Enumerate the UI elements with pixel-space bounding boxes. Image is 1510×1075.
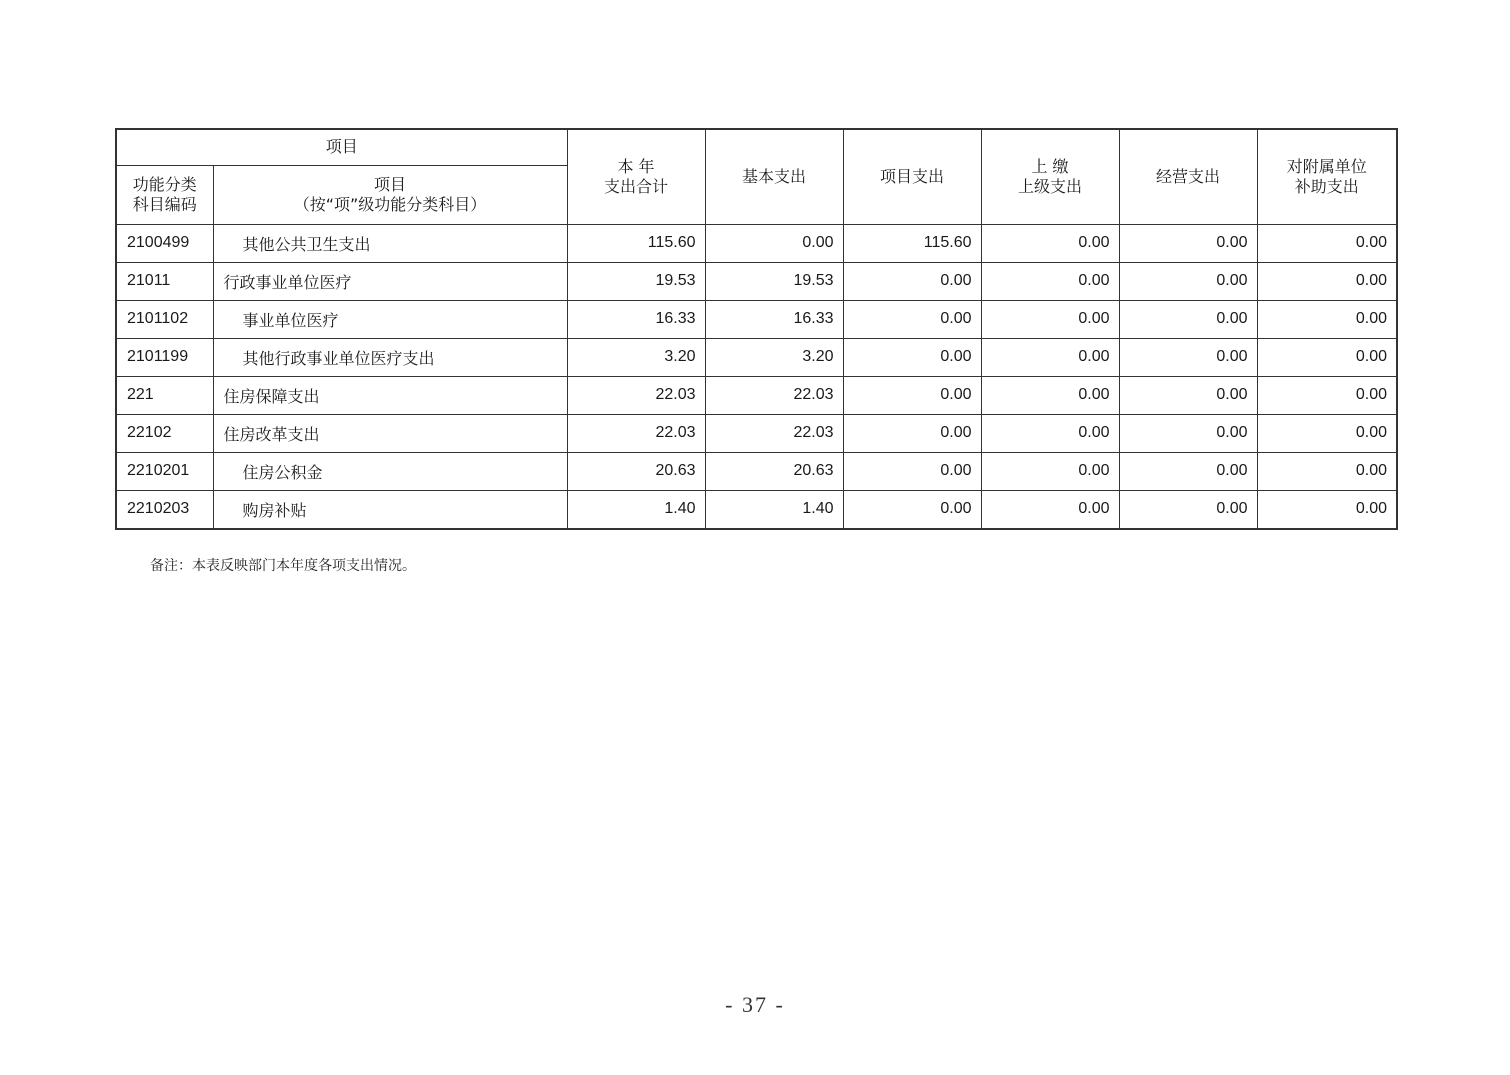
table-row	[116, 224, 1397, 262]
cell-item-name: 购房补贴	[213, 490, 567, 529]
cell-project: 0.00	[843, 414, 981, 452]
cell-code: 2210203	[116, 490, 213, 529]
header-item-line1: 项目	[374, 174, 407, 194]
cell-operating: 0.00	[1119, 300, 1257, 338]
cell-subsidiary: 0.00	[1257, 300, 1397, 338]
cell-basic: 20.63	[705, 452, 843, 490]
cell-upper: 0.00	[981, 376, 1119, 414]
table-row	[116, 376, 1397, 414]
cell-item-name: 住房改革支出	[213, 414, 567, 452]
header-total	[567, 129, 705, 224]
header-upper-line2: 上级支出	[1018, 176, 1083, 196]
cell-project: 0.00	[843, 452, 981, 490]
cell-item-name: 其他行政事业单位医疗支出	[213, 338, 567, 376]
header-item-line2: （按“项”级功能分类科目）	[293, 194, 487, 214]
cell-basic: 22.03	[705, 376, 843, 414]
table-header	[116, 129, 1397, 224]
cell-operating: 0.00	[1119, 452, 1257, 490]
cell-code: 2100499	[116, 224, 213, 262]
cell-basic: 16.33	[705, 300, 843, 338]
cell-code: 2101199	[116, 338, 213, 376]
cell-project: 0.00	[843, 300, 981, 338]
cell-total: 20.63	[567, 452, 705, 490]
cell-subsidiary: 0.00	[1257, 376, 1397, 414]
expenditure-table	[115, 128, 1398, 530]
cell-code: 221	[116, 376, 213, 414]
cell-code: 22102	[116, 414, 213, 452]
header-item	[213, 165, 567, 224]
table-note: 备注：本表反映部门本年度各项支出情况。	[150, 558, 416, 574]
cell-upper: 0.00	[981, 224, 1119, 262]
table-body	[116, 224, 1397, 529]
cell-code: 21011	[116, 262, 213, 300]
cell-operating: 0.00	[1119, 338, 1257, 376]
cell-item-name: 事业单位医疗	[213, 300, 567, 338]
cell-upper: 0.00	[981, 262, 1119, 300]
cell-item-name: 其他公共卫生支出	[213, 224, 567, 262]
cell-subsidiary: 0.00	[1257, 338, 1397, 376]
cell-project: 0.00	[843, 490, 981, 529]
cell-basic: 0.00	[705, 224, 843, 262]
table-row	[116, 338, 1397, 376]
cell-basic: 22.03	[705, 414, 843, 452]
table-row	[116, 262, 1397, 300]
table-row	[116, 414, 1397, 452]
cell-upper: 0.00	[981, 300, 1119, 338]
cell-upper: 0.00	[981, 338, 1119, 376]
cell-code: 2101102	[116, 300, 213, 338]
cell-subsidiary: 0.00	[1257, 414, 1397, 452]
cell-basic: 19.53	[705, 262, 843, 300]
cell-upper: 0.00	[981, 490, 1119, 529]
cell-total: 3.20	[567, 338, 705, 376]
cell-total: 22.03	[567, 414, 705, 452]
header-basic: 基本支出	[705, 129, 843, 224]
header-total-line2: 支出合计	[604, 176, 669, 196]
cell-operating: 0.00	[1119, 490, 1257, 529]
page-number: - 37 -	[725, 992, 785, 1017]
cell-project: 0.00	[843, 338, 981, 376]
cell-total: 115.60	[567, 224, 705, 262]
header-subsidiary-line1: 对附属单位	[1286, 156, 1367, 176]
table-row	[116, 300, 1397, 338]
table-row	[116, 452, 1397, 490]
cell-item-name: 住房公积金	[213, 452, 567, 490]
cell-subsidiary: 0.00	[1257, 262, 1397, 300]
header-operating: 经营支出	[1119, 129, 1257, 224]
cell-code: 2210201	[116, 452, 213, 490]
cell-subsidiary: 0.00	[1257, 452, 1397, 490]
cell-total: 19.53	[567, 262, 705, 300]
cell-upper: 0.00	[981, 452, 1119, 490]
cell-total: 1.40	[567, 490, 705, 529]
cell-upper: 0.00	[981, 414, 1119, 452]
cell-basic: 3.20	[705, 338, 843, 376]
cell-operating: 0.00	[1119, 414, 1257, 452]
cell-total: 16.33	[567, 300, 705, 338]
table-row	[116, 490, 1397, 529]
header-project-group: 项目	[116, 129, 567, 165]
cell-operating: 0.00	[1119, 262, 1257, 300]
header-func-code-line2: 科目编码	[132, 194, 197, 214]
header-upper-line1: 上 缴	[1031, 156, 1069, 176]
header-subsidiary	[1257, 129, 1397, 224]
header-func-code	[116, 165, 213, 224]
cell-item-name: 住房保障支出	[213, 376, 567, 414]
cell-item-name: 行政事业单位医疗	[213, 262, 567, 300]
header-total-line1: 本 年	[617, 156, 655, 176]
cell-operating: 0.00	[1119, 376, 1257, 414]
cell-basic: 1.40	[705, 490, 843, 529]
header-upper	[981, 129, 1119, 224]
header-subsidiary-line2: 补助支出	[1294, 176, 1359, 196]
cell-operating: 0.00	[1119, 224, 1257, 262]
cell-subsidiary: 0.00	[1257, 490, 1397, 529]
header-project: 项目支出	[843, 129, 981, 224]
cell-total: 22.03	[567, 376, 705, 414]
cell-project: 0.00	[843, 376, 981, 414]
cell-project: 0.00	[843, 262, 981, 300]
cell-subsidiary: 0.00	[1257, 224, 1397, 262]
header-func-code-line1: 功能分类	[132, 174, 197, 194]
cell-project: 115.60	[843, 224, 981, 262]
